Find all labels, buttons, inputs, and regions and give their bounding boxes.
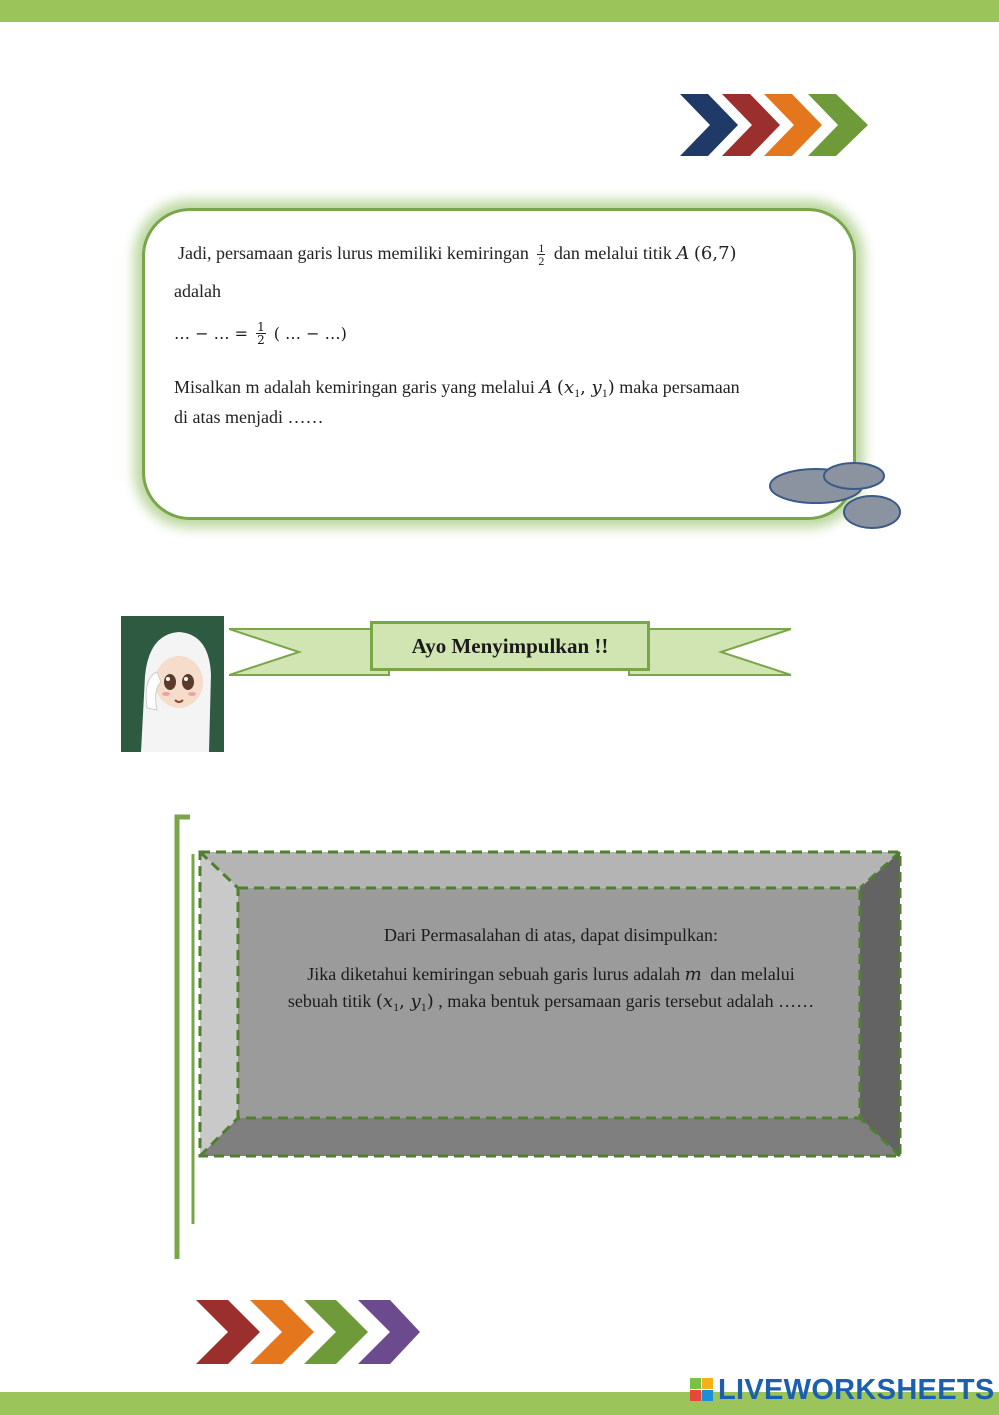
conclusion-line3-text: sebuah titik: [287, 991, 372, 1011]
note-line4-text: Misalkan m adalah kemiringan garis yang melalui: [174, 377, 535, 397]
note-line1-text: Jadi, persamaan garis lurus memiliki kemiringan: [178, 243, 529, 263]
point-label: A: [676, 243, 690, 264]
equation-right: ( … − …): [273, 324, 347, 343]
equation-fraction-denominator: 2: [257, 333, 265, 347]
line4-x: x: [563, 377, 575, 398]
hijab-girl-thinking-icon: [121, 616, 224, 752]
note-line-1: [174, 238, 824, 270]
line3-sub1: 1: [393, 1000, 400, 1014]
conclusion-line-1: Dari Permasalahan di atas, dapat disimpulkan:: [384, 925, 718, 945]
avatar: [121, 616, 224, 752]
equation-fraction-numerator: 1: [257, 320, 265, 334]
conclusion-line-3: sebuah titik ($x_1$, $y_1$) , maka bentuk persamaan garis tersebut adalah ……: [287, 991, 815, 1014]
line3-y: y: [410, 991, 421, 1012]
note-line1-after: dan melalui titik: [553, 243, 672, 263]
liveworksheets-logo[interactable]: [690, 1373, 995, 1407]
equation-line: [174, 321, 347, 346]
fraction-denominator: 2: [538, 254, 545, 269]
point-coordinates: (6,7): [693, 243, 737, 264]
conclusion-line-2: [307, 964, 794, 985]
chevron-arrows-icon: [680, 94, 870, 156]
note-line4-after: maka persamaan: [619, 377, 740, 397]
flag-pole: [170, 814, 196, 1264]
banner-title: Ayo Menyimpulkan !!: [370, 621, 650, 671]
cloud-icon: [766, 460, 906, 536]
liveworksheets-logo-icon: [690, 1378, 714, 1402]
line4-sub2: 1: [601, 386, 608, 400]
slope-variable: m: [684, 964, 702, 985]
conclusion-line2-after: dan melalui: [710, 964, 795, 984]
conclusion-line3-after: , maka bentuk persamaan garis tersebut adalah ……: [438, 991, 815, 1011]
conclusion-text: [238, 887, 864, 1119]
top-green-bar: [0, 0, 999, 22]
equation-fraction: [256, 321, 266, 346]
note-line-5: di atas menjadi ……: [174, 407, 324, 427]
line4-sub1: 1: [574, 386, 581, 400]
conclusion-line2-text: Jika diketahui kemiringan sebuah garis lurus adalah: [307, 964, 681, 984]
line4-y: y: [591, 377, 602, 398]
fraction-half: [537, 242, 545, 267]
equation-left: … − … =: [174, 324, 249, 343]
line3-sub2: 1: [420, 1000, 427, 1014]
fraction-numerator: 1: [538, 241, 545, 256]
chevron-arrows-bottom-icon: [196, 1300, 422, 1364]
note-line-2: adalah: [174, 281, 221, 301]
note-line-4: Misalkan m adalah kemiringan garis yang melalui A ($x_1$, $y_1$) maka persamaan: [174, 377, 740, 400]
line3-x: x: [382, 991, 394, 1012]
line4-point: A: [539, 377, 553, 398]
liveworksheets-brand-text: LIVEWORKSHEETS: [718, 1373, 995, 1406]
